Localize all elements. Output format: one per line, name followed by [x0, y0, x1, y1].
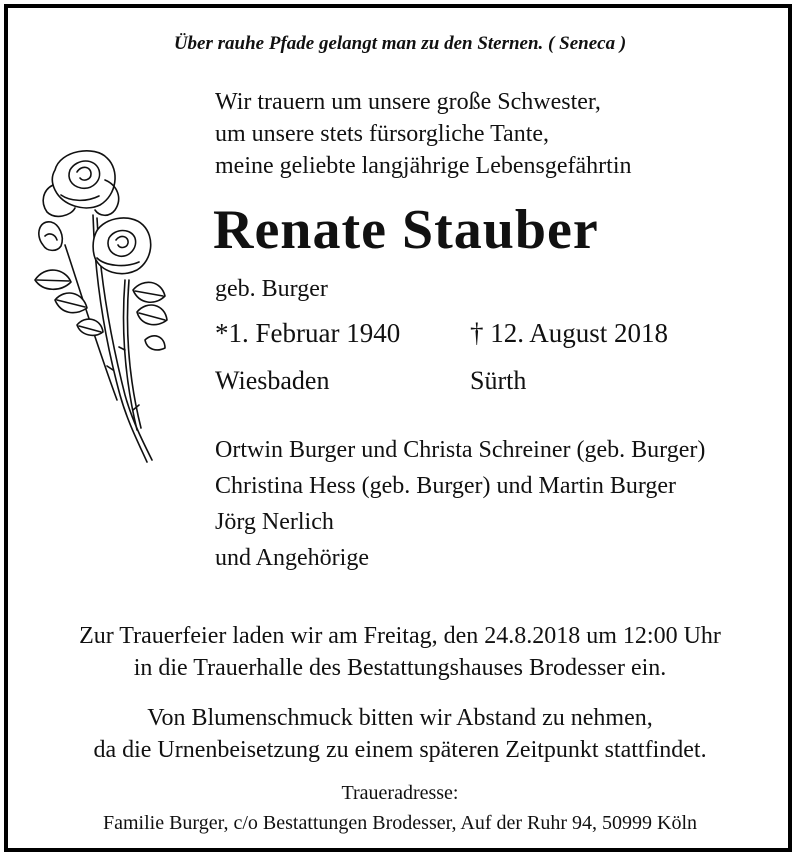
- intro-text: [215, 86, 631, 182]
- service-line: Zur Trauerfeier laden wir am Freitag, den 24.8.2018 um 12:00 Uhr: [79, 623, 721, 649]
- death-date: † 12. August 2018: [470, 318, 669, 348]
- intro-line: Wir trauern um unsere große Schwester,: [215, 89, 601, 115]
- rose-illustration-icon: [25, 140, 175, 470]
- mourner-line: und Angehörige: [215, 545, 369, 571]
- flowers-line: da die Urnenbeisetzung zu einem späteren Zeitpunkt stattfindet.: [93, 737, 707, 763]
- birth-date: *1. Februar 1940: [215, 318, 401, 348]
- motto-quote: Über rauhe Pfade gelangt man zu den Sternen. ( Seneca ): [173, 33, 627, 54]
- intro-line: um unsere stets fürsorgliche Tante,: [215, 121, 550, 147]
- mourner-line: Ortwin Burger und Christa Schreiner (geb. Burger): [215, 437, 706, 463]
- maiden-name: geb. Burger: [215, 276, 328, 302]
- deceased-name: Renate Stauber: [213, 199, 599, 261]
- mourner-line: Christina Hess (geb. Burger) und Martin Burger: [215, 473, 677, 499]
- death-place: Sürth: [470, 366, 527, 395]
- address-text: Familie Burger, c/o Bestattungen Brodesser, Auf der Ruhr 94, 50999 Köln: [102, 812, 698, 834]
- mourner-line: Jörg Nerlich: [215, 509, 334, 535]
- intro-line: meine geliebte langjährige Lebensgefährtin: [215, 153, 632, 179]
- birth-place: Wiesbaden: [215, 366, 330, 395]
- service-line: in die Trauerhalle des Bestattungshauses Brodesser ein.: [133, 655, 667, 681]
- mourners-list: [215, 432, 705, 576]
- address-label: Traueradresse:: [341, 782, 459, 804]
- service-info: [0, 620, 800, 684]
- flowers-line: Von Blumenschmuck bitten wir Abstand zu nehmen,: [147, 705, 653, 731]
- flowers-note: [0, 702, 800, 766]
